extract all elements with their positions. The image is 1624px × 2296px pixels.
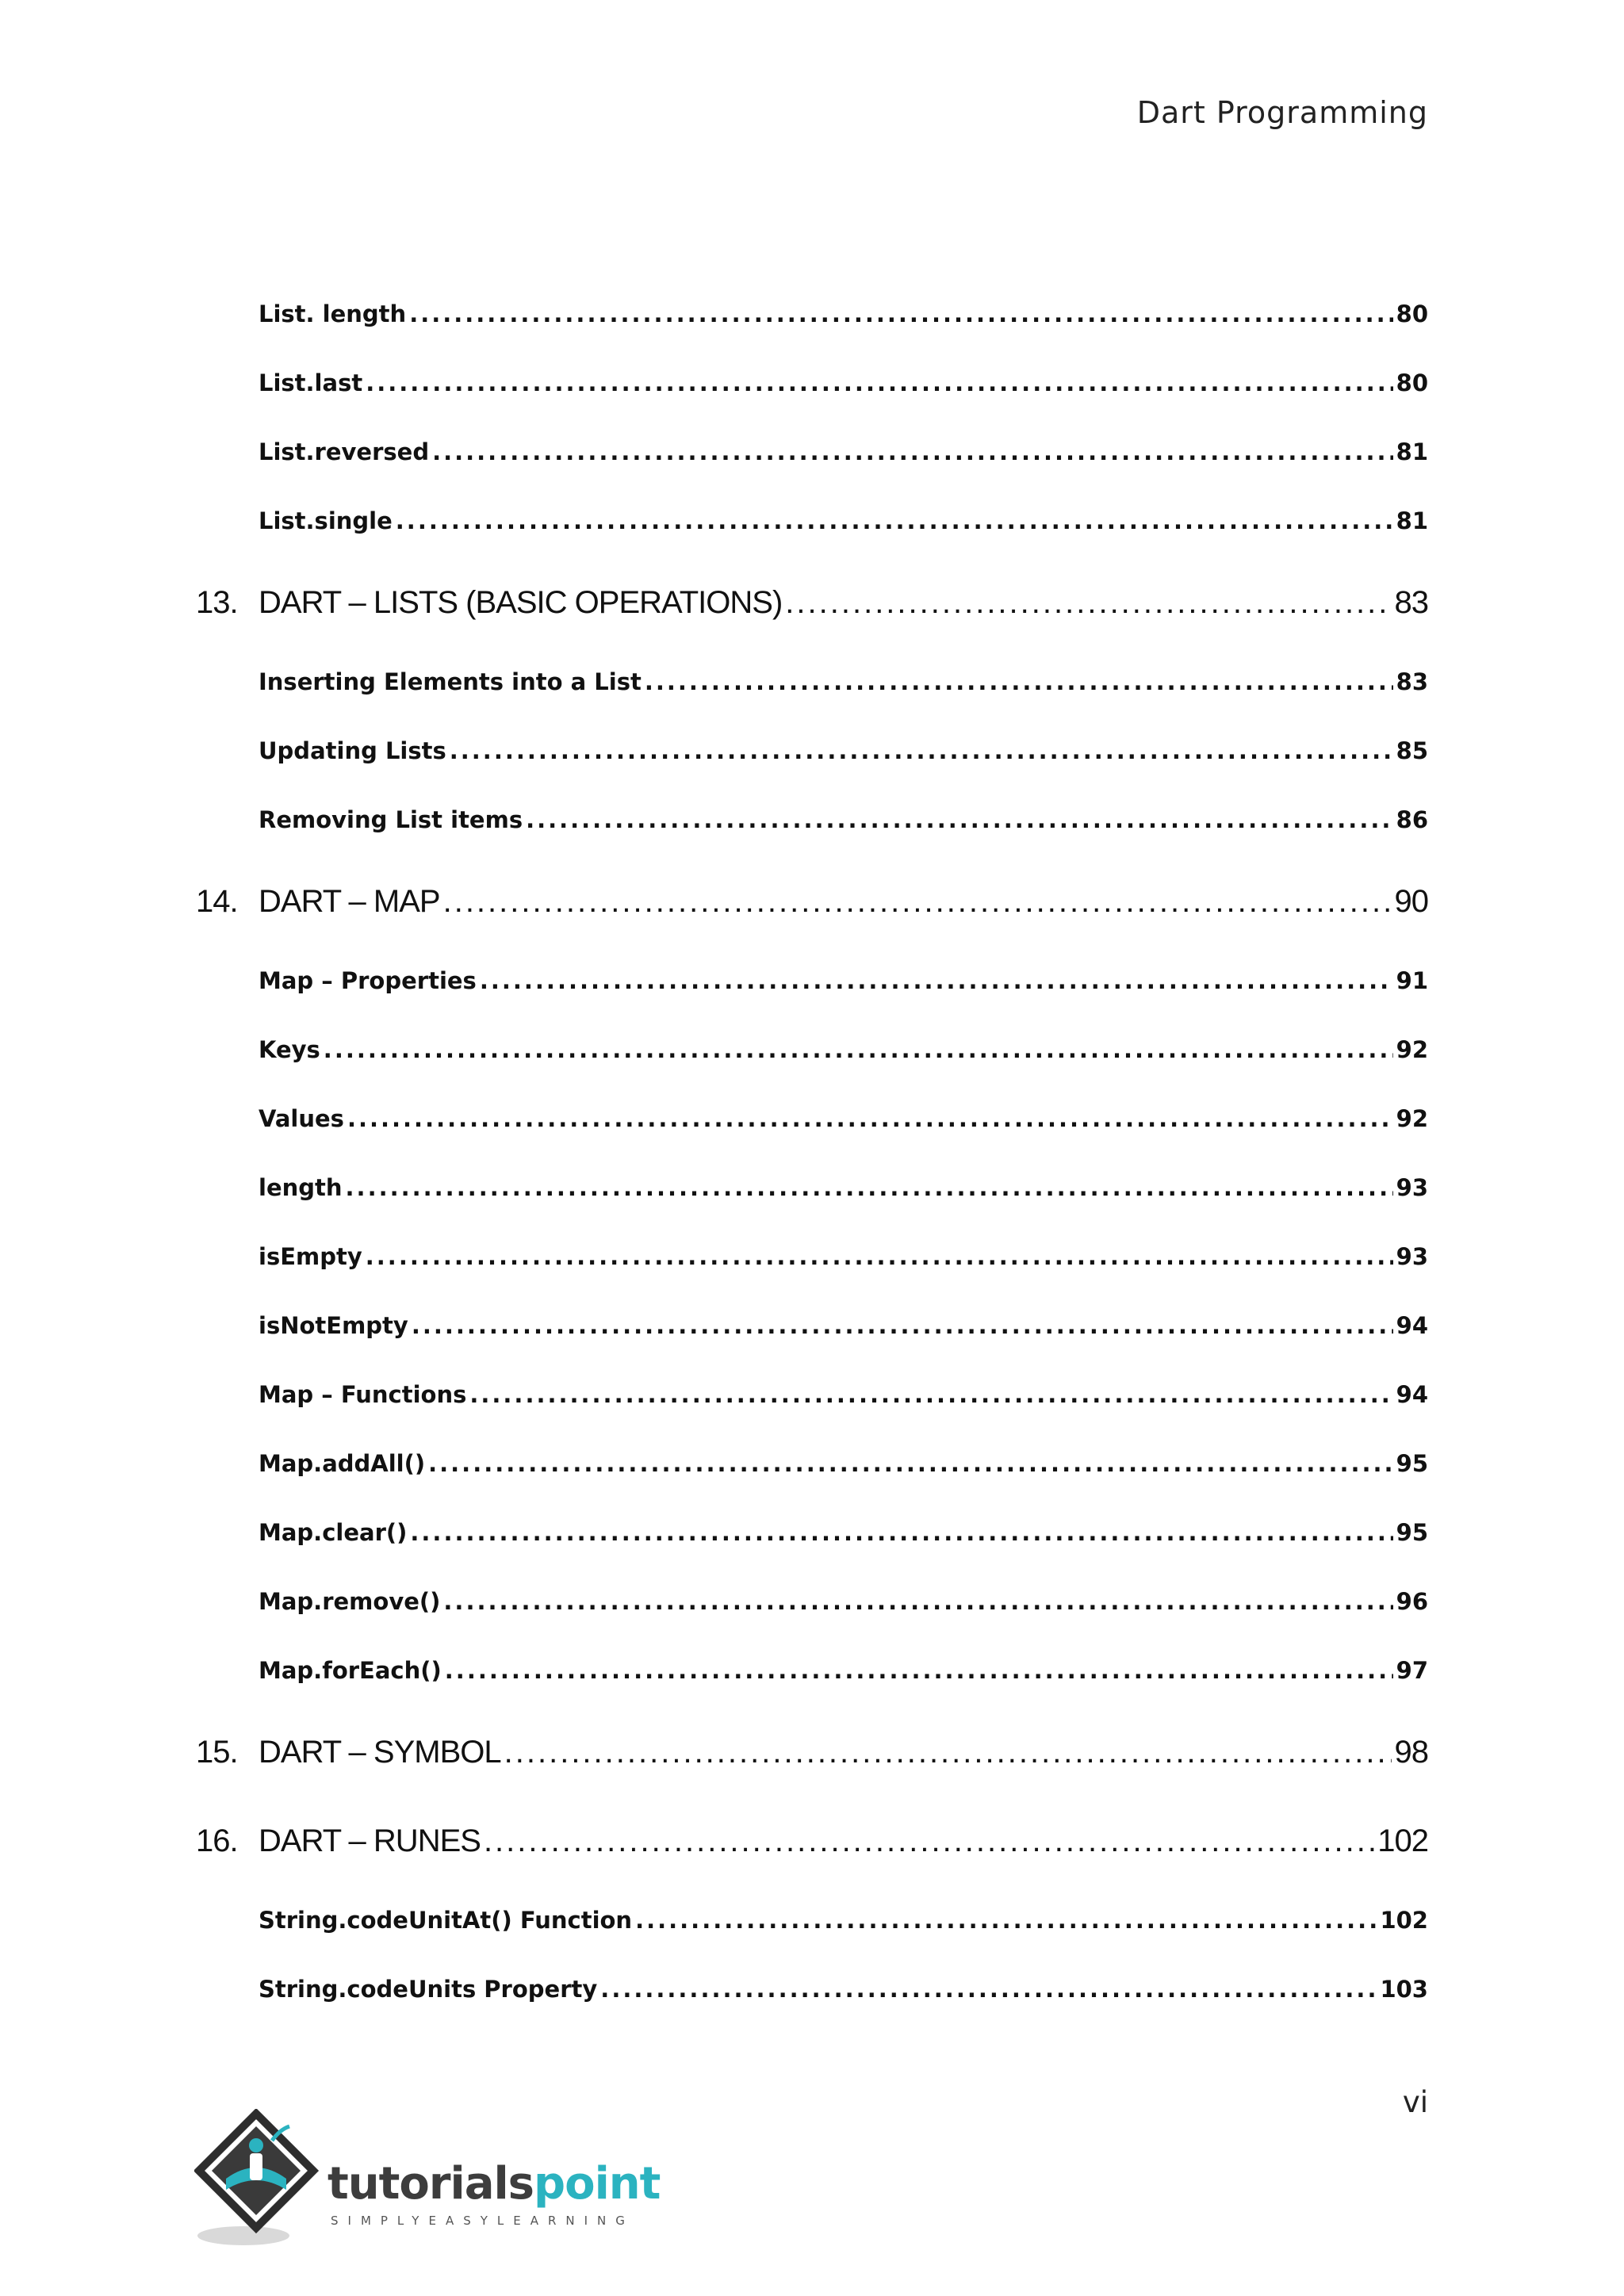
dot-leader: [480, 967, 1393, 994]
dot-leader: [428, 1450, 1393, 1477]
toc-entry-row[interactable]: [259, 647, 1428, 716]
entry-title: String.codeUnitAt() Function: [259, 1906, 633, 1934]
toc-entry-row[interactable]: [259, 1360, 1428, 1429]
toc-chapter-row[interactable]: [196, 561, 1428, 644]
toc-entry-row[interactable]: [259, 1429, 1428, 1498]
page-ref: 95: [1396, 1449, 1428, 1477]
page-ref: 86: [1396, 806, 1428, 833]
chapter-number: 16.: [196, 1823, 238, 1858]
page-ref: 80: [1396, 369, 1428, 396]
page-ref: 81: [1396, 438, 1428, 465]
toc-entry-row[interactable]: [259, 1567, 1428, 1636]
toc-chapter-row[interactable]: [196, 860, 1428, 943]
dot-leader: [346, 1174, 1393, 1201]
chapter-title: DART – LISTS (BASIC OPERATIONS): [259, 584, 783, 620]
toc-entry-row[interactable]: [259, 1885, 1428, 1954]
toc-entry-row[interactable]: [259, 348, 1428, 417]
dot-leader: [445, 1657, 1393, 1684]
chapter-number: 13.: [196, 584, 238, 620]
dot-leader: [443, 884, 1392, 920]
toc-chapter-row[interactable]: [196, 1800, 1428, 1882]
toc-entry-row[interactable]: [259, 785, 1428, 854]
chapter-title: DART – RUNES: [259, 1823, 481, 1858]
logo-wordmark: tutorialspoint: [327, 2158, 661, 2210]
toc-entry-row[interactable]: [259, 1498, 1428, 1567]
dot-leader: [504, 1735, 1392, 1770]
page-ref: 94: [1396, 1311, 1428, 1339]
entry-title: Map.clear(): [259, 1518, 408, 1546]
entry-title: length: [259, 1173, 343, 1201]
entry-title: List.single: [259, 507, 393, 534]
page-ref: 103: [1380, 1975, 1428, 2003]
dot-leader: [645, 668, 1393, 695]
page-ref: 81: [1396, 507, 1428, 534]
running-header: Dart Programming: [1136, 95, 1428, 130]
page-ref: 94: [1396, 1380, 1428, 1408]
page-ref: 80: [1396, 300, 1428, 327]
page-ref: 98: [1394, 1734, 1428, 1770]
dot-leader: [396, 507, 1393, 534]
entry-title: Map.forEach(): [259, 1656, 442, 1684]
dot-leader: [469, 1381, 1392, 1408]
entry-title: Map.addAll(): [259, 1449, 426, 1477]
dot-leader: [526, 806, 1393, 833]
dot-leader: [412, 1312, 1393, 1339]
toc-entry-row[interactable]: [259, 716, 1428, 785]
entry-title: Map.remove(): [259, 1587, 441, 1615]
page-ref: 102: [1377, 1823, 1428, 1858]
chapter-number: 15.: [196, 1734, 238, 1770]
table-of-contents: [196, 279, 1428, 2023]
toc-entry-row[interactable]: [259, 1636, 1428, 1705]
entry-title: Map – Functions: [259, 1380, 467, 1408]
dot-leader: [450, 737, 1393, 764]
logo-diamond-icon: [194, 2109, 329, 2252]
entry-title: List.last: [259, 369, 363, 396]
chapter-title: DART – MAP: [259, 883, 440, 919]
page-number: vi: [1402, 2085, 1428, 2119]
toc-entry-row[interactable]: [259, 1222, 1428, 1291]
dot-leader: [366, 369, 1392, 396]
dot-leader: [443, 1588, 1392, 1615]
dot-leader: [432, 438, 1393, 465]
page-ref: 90: [1394, 883, 1428, 919]
entry-title: Inserting Elements into a List: [259, 668, 642, 695]
dot-leader: [324, 1036, 1393, 1063]
dot-leader: [635, 1907, 1377, 1934]
toc-chapter-row[interactable]: [196, 1711, 1428, 1793]
dot-leader: [409, 300, 1392, 327]
page-ref: 93: [1396, 1242, 1428, 1270]
toc-entry-row[interactable]: [259, 1954, 1428, 2023]
entry-title: Map – Properties: [259, 966, 477, 994]
page-ref: 102: [1380, 1906, 1428, 1934]
toc-entry-row[interactable]: [259, 279, 1428, 348]
entry-title: Updating Lists: [259, 737, 446, 764]
entry-title: isNotEmpty: [259, 1311, 408, 1339]
logo-tagline: SIMPLYEASYLEARNING: [331, 2214, 634, 2228]
page-ref: 83: [1394, 584, 1428, 620]
toc-entry-row[interactable]: [259, 417, 1428, 486]
dot-leader: [347, 1105, 1393, 1132]
dot-leader: [600, 1976, 1377, 2003]
entry-title: List.reversed: [259, 438, 430, 465]
page-ref: 97: [1396, 1656, 1428, 1684]
entry-title: String.codeUnits Property: [259, 1975, 598, 2003]
page-ref: 83: [1396, 668, 1428, 695]
entry-title: Keys: [259, 1035, 320, 1063]
entry-title: List. length: [259, 300, 407, 327]
toc-entry-row[interactable]: [259, 1015, 1428, 1084]
chapter-title: DART – SYMBOL: [259, 1734, 501, 1770]
toc-entry-row[interactable]: [259, 1084, 1428, 1153]
toc-entry-row[interactable]: [259, 486, 1428, 555]
toc-entry-row[interactable]: [259, 1291, 1428, 1360]
chapter-number: 14.: [196, 883, 238, 919]
dot-leader: [484, 1823, 1374, 1859]
page-ref: 92: [1396, 1104, 1428, 1132]
toc-entry-row[interactable]: [259, 946, 1428, 1015]
dot-leader: [410, 1519, 1392, 1546]
entry-title: Removing List items: [259, 806, 523, 833]
page-ref: 91: [1396, 966, 1428, 994]
page-ref: 96: [1396, 1587, 1428, 1615]
page-ref: 93: [1396, 1173, 1428, 1201]
entry-title: Values: [259, 1104, 344, 1132]
dot-leader: [785, 585, 1391, 621]
tutorialspoint-logo: [194, 2109, 670, 2252]
dot-leader: [366, 1243, 1393, 1270]
entry-title: isEmpty: [259, 1242, 362, 1270]
toc-entry-row[interactable]: [259, 1153, 1428, 1222]
page-ref: 95: [1396, 1518, 1428, 1546]
page-ref: 92: [1396, 1035, 1428, 1063]
page-ref: 85: [1396, 737, 1428, 764]
